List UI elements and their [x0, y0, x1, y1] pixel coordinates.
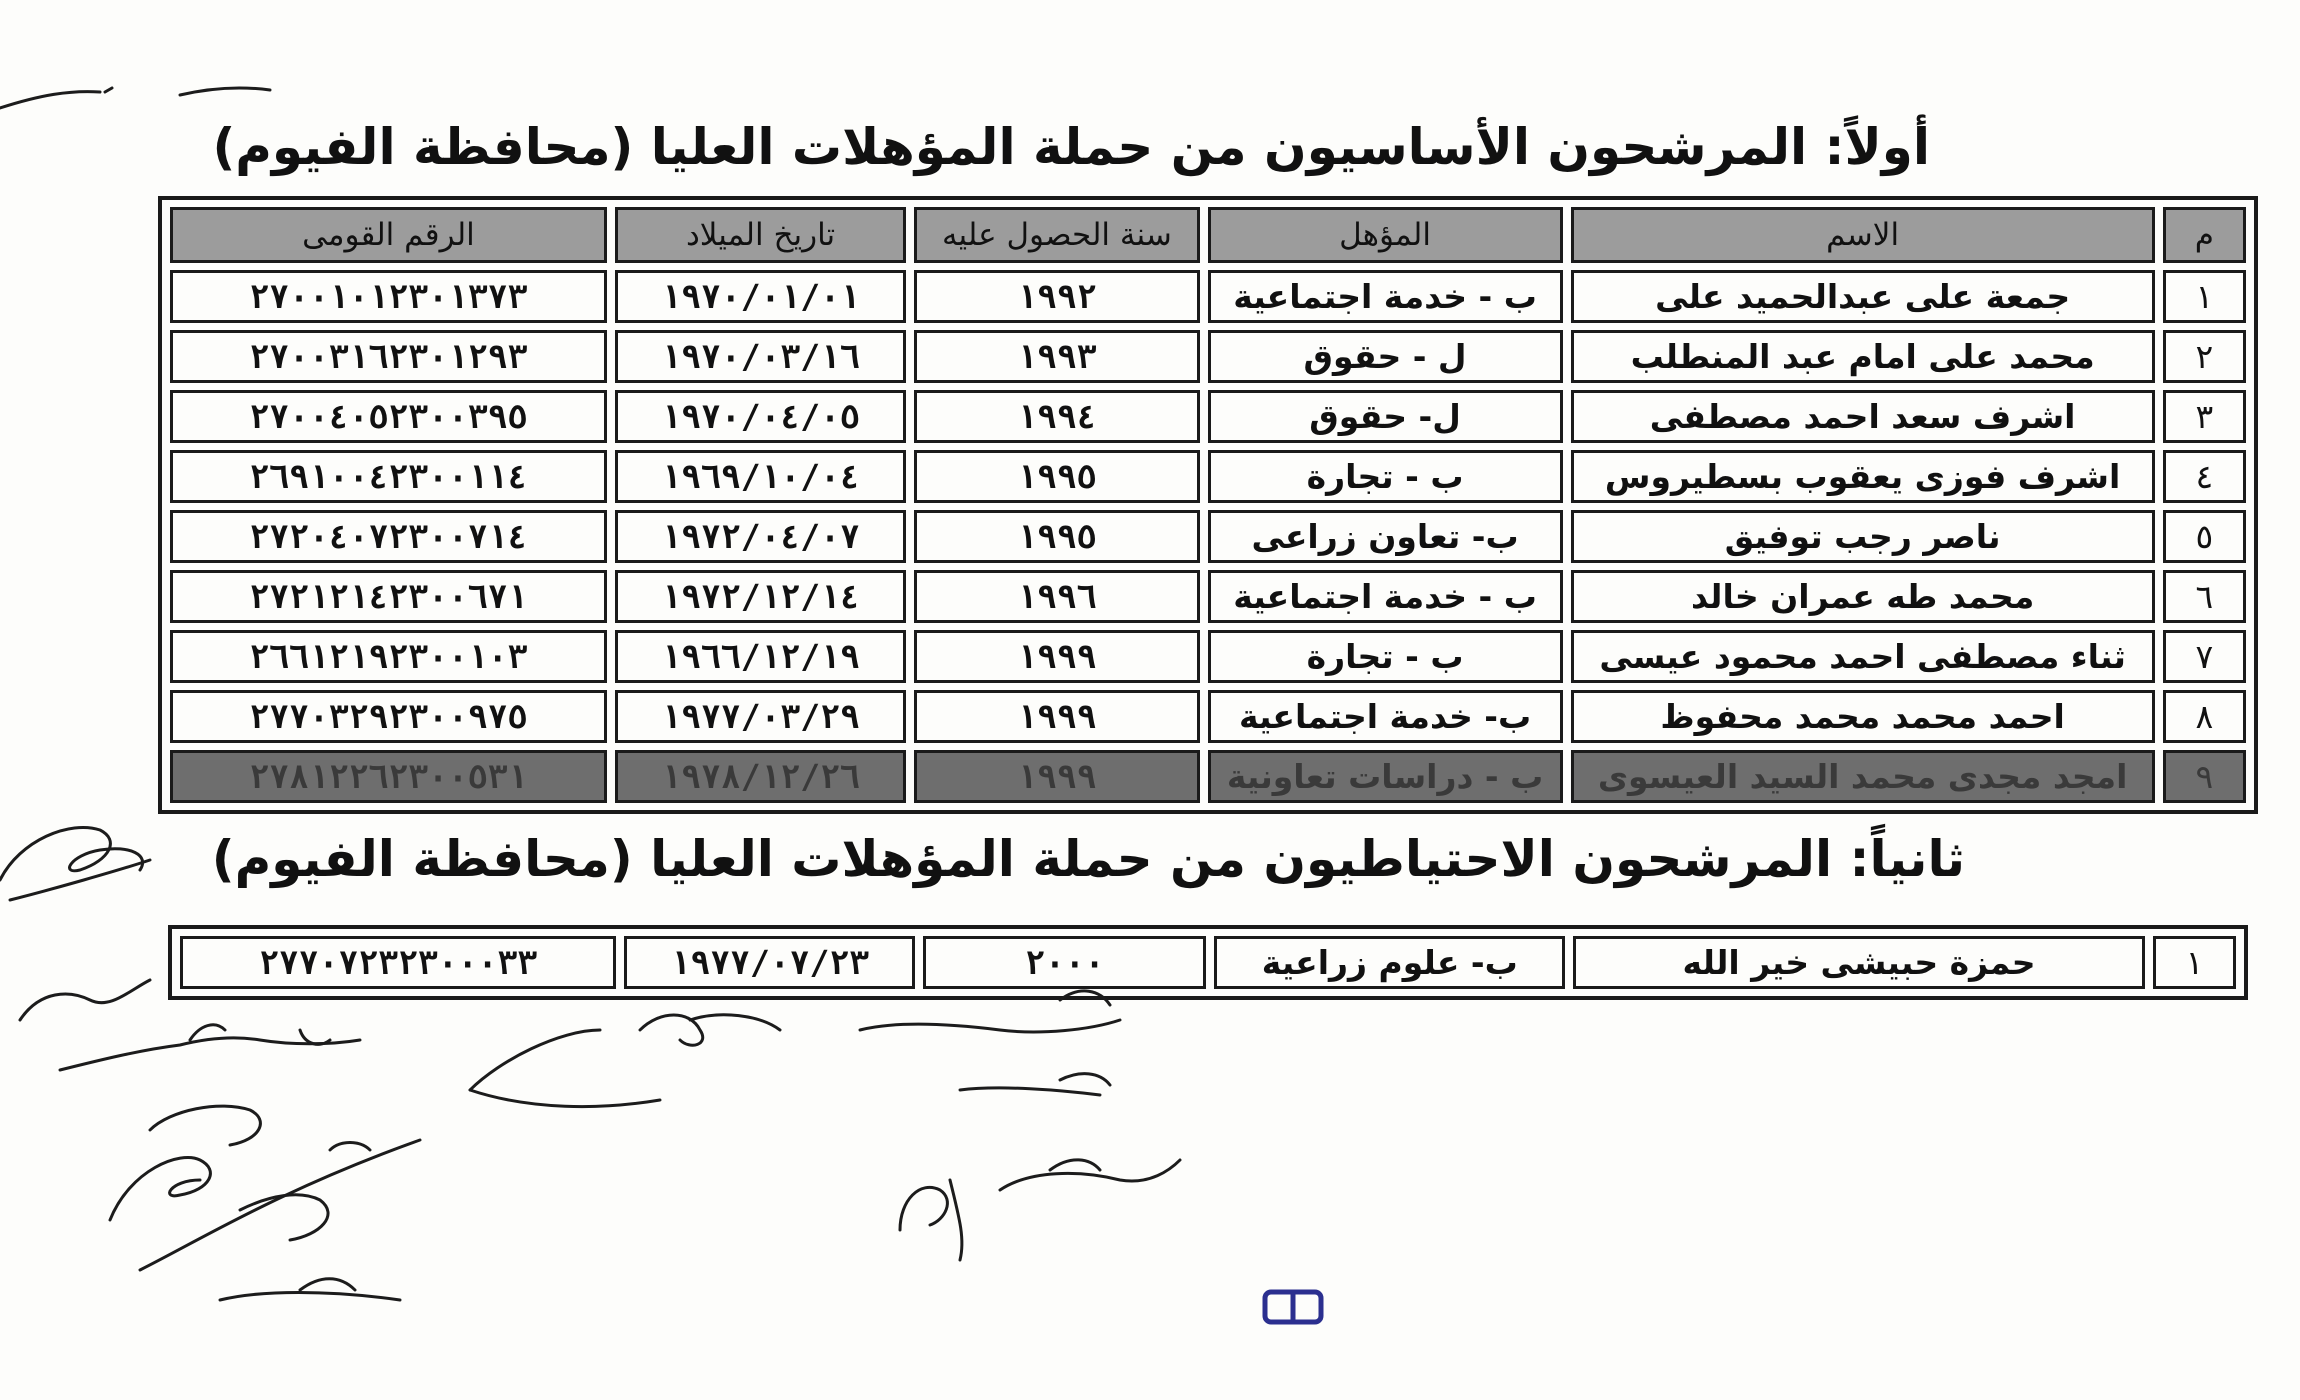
left-margin-signature-4	[220, 1279, 400, 1300]
graduation-year: ١٩٩٩	[914, 750, 1199, 803]
birth-date: ١٩٧٧/٠٧/٢٣	[624, 936, 915, 989]
header-scribble	[0, 88, 270, 108]
row-index: ٣	[2163, 390, 2246, 443]
graduation-year: ١٩٩٩	[914, 690, 1199, 743]
national-id: ٢٦٦١٢١٩٢٣٠٠١٠٣	[170, 630, 607, 683]
row-index: ٨	[2163, 690, 2246, 743]
left-margin-signature-1	[0, 827, 150, 900]
graduation-year: ٢٠٠٠	[923, 936, 1206, 989]
candidate-name: محمد طه عمران خالد	[1571, 570, 2155, 623]
qualification: ب- علوم زراعية	[1214, 936, 1565, 989]
header-birth-date: تاريخ الميلاد	[615, 207, 906, 263]
national-id: ٢٧٠٠٤٠٥٢٣٠٠٣٩٥	[170, 390, 607, 443]
qualification: ب - خدمة اجتماعية	[1208, 570, 1563, 623]
graduation-year: ١٩٩٣	[914, 330, 1199, 383]
graduation-year: ١٩٩٦	[914, 570, 1199, 623]
qualification: ب - تجارة	[1208, 630, 1563, 683]
national-id: ٢٧٧٠٧٢٣٢٣٠٠٠٣٣	[180, 936, 616, 989]
graduation-year: ١٩٩٢	[914, 270, 1199, 323]
page-number-mark	[1262, 1288, 1326, 1328]
birth-date: ١٩٧٢/٠٤/٠٧	[615, 510, 906, 563]
candidate-name: جمعة على عبدالحميد على	[1571, 270, 2155, 323]
header-index: م	[2163, 207, 2246, 263]
national-id: ٢٧٠٠٣١٦٢٣٠١٢٩٣	[170, 330, 607, 383]
birth-date: ١٩٧٧/٠٣/٢٩	[615, 690, 906, 743]
qualification: ل - حقوق	[1208, 330, 1563, 383]
row-index: ٧	[2163, 630, 2246, 683]
row-index: ١	[2163, 270, 2246, 323]
candidate-name: اشرف فوزى يعقوب بسطيروس	[1571, 450, 2155, 503]
national-id: ٢٧٢١٢١٤٢٣٠٠٦٧١	[170, 570, 607, 623]
middle-signature-1	[470, 1015, 780, 1107]
candidate-name: ثناء مصطفى احمد محمود عيسى	[1571, 630, 2155, 683]
row-index: ١	[2153, 936, 2236, 989]
national-id: ٢٧٢٠٤٠٧٢٣٠٠٧١٤	[170, 510, 607, 563]
qualification: ب - تجارة	[1208, 450, 1563, 503]
row-index: ٩	[2163, 750, 2246, 803]
birth-date: ١٩٧٠/٠٣/١٦	[615, 330, 906, 383]
graduation-year: ١٩٩٥	[914, 510, 1199, 563]
birth-date: ١٩٧٠/٠٤/٠٥	[615, 390, 906, 443]
middle-signature-2	[860, 991, 1120, 1095]
header-year: سنة الحصول عليه	[914, 207, 1199, 263]
row-index: ٢	[2163, 330, 2246, 383]
header-national-id: الرقم القومى	[170, 207, 607, 263]
row-index: ٤	[2163, 450, 2246, 503]
section2-title: ثانياً: المرشحون الاحتياطيون من حملة المؤهلات العليا (محافظة الفيوم)	[211, 830, 1965, 888]
qualification: ب- تعاون زراعى	[1208, 510, 1563, 563]
candidate-name: محمد على امام عبد المنطلب	[1571, 330, 2155, 383]
qualification: ب - دراسات تعاونية	[1208, 750, 1563, 803]
national-id: ٢٦٩١٠٠٤٢٣٠٠١١٤	[170, 450, 607, 503]
qualification: ب- خدمة اجتماعية	[1208, 690, 1563, 743]
candidate-name: حمزة حبيشى خير الله	[1573, 936, 2145, 989]
birth-date: ١٩٧٨/١٢/٢٦	[615, 750, 906, 803]
candidate-name: امجد مجدى محمد السيد العيسوى	[1571, 750, 2155, 803]
birth-date: ١٩٦٩/١٠/٠٤	[615, 450, 906, 503]
national-id: ٢٧٨١٢٢٦٢٣٠٠٥٣١	[170, 750, 607, 803]
row-index: ٦	[2163, 570, 2246, 623]
national-id: ٢٧٧٠٣٢٩٢٣٠٠٩٧٥	[170, 690, 607, 743]
row-index: ٥	[2163, 510, 2246, 563]
section1-title: أولاً: المرشحون الأساسيون من حملة المؤهلات العليا (محافظة الفيوم)	[212, 118, 1930, 176]
qualification: ل- حقوق	[1208, 390, 1563, 443]
left-margin-signature-3	[110, 1106, 420, 1270]
candidate-name: اشرف سعد احمد مصطفى	[1571, 390, 2155, 443]
header-name: الاسم	[1571, 207, 2155, 263]
middle-signature-3	[900, 1160, 1180, 1260]
graduation-year: ١٩٩٤	[914, 390, 1199, 443]
birth-date: ١٩٧٠/٠١/٠١	[615, 270, 906, 323]
candidate-name: ناصر رجب توفيق	[1571, 510, 2155, 563]
graduation-year: ١٩٩٩	[914, 630, 1199, 683]
left-margin-signature-2	[20, 980, 360, 1070]
birth-date: ١٩٦٦/١٢/١٩	[615, 630, 906, 683]
candidate-name: احمد محمد محمد محفوظ	[1571, 690, 2155, 743]
qualification: ب - خدمة اجتماعية	[1208, 270, 1563, 323]
header-qualification: المؤهل	[1208, 207, 1563, 263]
birth-date: ١٩٧٢/١٢/١٤	[615, 570, 906, 623]
national-id: ٢٧٠٠١٠١٢٣٠١٣٧٣	[170, 270, 607, 323]
graduation-year: ١٩٩٥	[914, 450, 1199, 503]
